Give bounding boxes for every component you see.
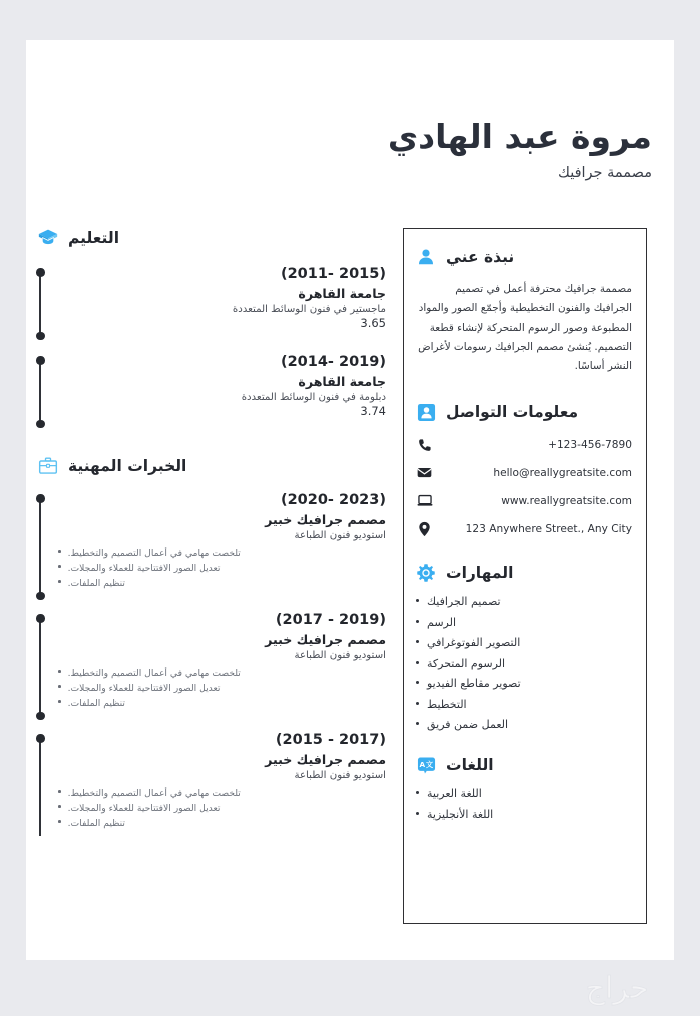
experience-bullet-text: تلخصت مهامي في أعمال التصميم والتخطيط. (67, 668, 241, 679)
education-entry (26, 266, 386, 342)
bullet-dot-icon (416, 599, 419, 602)
location-pin-icon (416, 520, 433, 537)
education-gpa: 3.65 (360, 316, 386, 330)
contact-email-value: hello@reallygreatsite.com (493, 466, 632, 479)
briefcase-icon (38, 456, 58, 476)
mail-icon (416, 464, 433, 481)
bullet-dot-icon (58, 550, 61, 553)
bullet-dot-icon (58, 820, 61, 823)
person-icon (416, 247, 436, 267)
timeline-dot-bottom (36, 592, 45, 601)
list-item (58, 563, 386, 574)
candidate-name: مروة عبد الهادي (387, 117, 652, 156)
experience-role: مصمم جرافيك خبير (265, 512, 386, 527)
education-gpa: 3.74 (360, 404, 386, 418)
skills-section (416, 563, 632, 731)
experience-bullet-text: تعديل الصور الافتتاحية للعملاء والمجلات. (67, 803, 221, 814)
contact-card-icon (416, 402, 436, 422)
list-item (416, 698, 632, 711)
contact-list (416, 436, 632, 537)
contact-email-row[interactable] (416, 464, 632, 481)
bullet-dot-icon (416, 640, 419, 643)
education-subtitle: ماجستير في فنون الوسائط المتعددة (232, 304, 386, 315)
education-section-title: التعليم (68, 229, 120, 247)
gear-icon (416, 563, 436, 583)
watermark-text: حراج (585, 971, 649, 1006)
graduation-cap-icon (38, 228, 58, 248)
list-item (58, 668, 386, 679)
languages-section-header (416, 755, 632, 775)
education-organization: جامعة القاهرة (298, 286, 386, 301)
about-section (416, 247, 632, 376)
list-item (416, 787, 632, 800)
contact-section-title: معلومات التواصل (446, 403, 579, 422)
experience-bullet-text: تعديل الصور الافتتاحية للعملاء والمجلات. (67, 683, 221, 694)
timeline-rail (26, 732, 52, 842)
bullet-dot-icon (416, 681, 419, 684)
contact-section (416, 402, 632, 537)
skill-text: التصوير الفوتوغرافي (427, 636, 521, 650)
about-text: مصممة جرافيك محترفة أعمل في تصميم الجرافيك والفنون التخطيطية وأجمّع الصور والمواد المطبوعة وصور الرسوم المتحركة لإنشاء قطعة التصميم. يُنشئ مصمم الجرافيك رسومات لأغراض النشر أساسًا. (418, 283, 632, 372)
language-text: اللغة العربية (427, 787, 482, 801)
list-item (416, 595, 632, 608)
skill-text: الرسم (427, 615, 457, 629)
watermark (552, 962, 682, 1010)
skill-text: تصميم الجرافيك (427, 595, 501, 609)
experience-years: (2020- 2023) (280, 492, 386, 508)
about-section-header (416, 247, 632, 267)
bullet-dot-icon (416, 791, 419, 794)
experience-entry (26, 612, 386, 722)
skill-text: الرسوم المتحركة (427, 656, 506, 670)
timeline-dot-bottom (36, 712, 45, 721)
bullet-dot-icon (58, 805, 61, 808)
bullet-dot-icon (58, 670, 61, 673)
experience-bullet-text: تعديل الصور الافتتاحية للعملاء والمجلات. (67, 563, 221, 574)
list-item (58, 803, 386, 814)
bullet-dot-icon (416, 722, 419, 725)
languages-section (416, 755, 632, 821)
bullet-dot-icon (58, 565, 61, 568)
experience-entry (26, 492, 386, 602)
timeline-line (39, 618, 41, 716)
timeline-rail (26, 492, 52, 602)
experience-role: مصمم جرافيك خبير (265, 752, 386, 767)
education-entry (26, 354, 386, 430)
experience-bullet-list (58, 668, 386, 709)
experience-organization: استوديو فنون الطباعة (294, 770, 386, 781)
bullet-dot-icon (58, 700, 61, 703)
left-column (26, 228, 386, 842)
bullet-dot-icon (58, 790, 61, 793)
education-years: (2014- 2019) (280, 354, 386, 370)
contact-phone-row[interactable] (416, 436, 632, 453)
bullet-dot-icon (416, 702, 419, 705)
experience-section-header (38, 456, 386, 476)
timeline-rail (26, 354, 52, 430)
experience-organization: استوديو فنون الطباعة (294, 530, 386, 541)
experience-entry (26, 732, 386, 842)
translate-icon (416, 755, 436, 775)
list-item (416, 657, 632, 670)
experience-organization: استوديو فنون الطباعة (294, 650, 386, 661)
experience-section-title: الخبرات المهنية (68, 457, 187, 475)
timeline-line (39, 738, 41, 836)
skills-list (416, 595, 632, 731)
experience-years: (2017 - 2019) (275, 612, 386, 628)
skill-text: تصوير مقاطع الفيديو (427, 677, 521, 691)
laptop-icon (416, 492, 433, 509)
timeline-line (39, 360, 41, 424)
list-item (416, 718, 632, 731)
timeline-dot-top (36, 494, 45, 503)
svg-text:A: A (419, 759, 425, 769)
languages-list (416, 787, 632, 821)
experience-bullet-list (58, 788, 386, 829)
contact-website-value: www.reallygreatsite.com (501, 494, 632, 507)
experience-role: مصمم جرافيك خبير (265, 632, 386, 647)
languages-section-title: اللغات (446, 756, 494, 775)
bullet-dot-icon (58, 580, 61, 583)
bullet-dot-icon (416, 812, 419, 815)
resume-header (182, 118, 652, 181)
timeline-rail (26, 612, 52, 722)
timeline-dot-top (36, 734, 45, 743)
contact-website-row[interactable] (416, 492, 632, 509)
timeline-dot-top (36, 356, 45, 365)
bullet-dot-icon (416, 620, 419, 623)
timeline-line (39, 272, 41, 336)
education-years: (2011- 2015) (280, 266, 386, 282)
list-item (416, 636, 632, 649)
list-item (416, 808, 632, 821)
experience-bullet-text: تنظيم الملفات. (67, 818, 125, 829)
list-item (58, 548, 386, 559)
skill-text: العمل ضمن فريق (427, 718, 509, 732)
experience-bullet-text: تلخصت مهامي في أعمال التصميم والتخطيط. (67, 548, 241, 559)
list-item (58, 698, 386, 709)
timeline-dot-top (36, 614, 45, 623)
experience-bullet-text: تنظيم الملفات. (67, 698, 125, 709)
bullet-dot-icon (416, 661, 419, 664)
experience-years: (2015 - 2017) (275, 732, 386, 748)
education-organization: جامعة القاهرة (298, 374, 386, 389)
education-section-header (38, 228, 386, 248)
list-item (58, 683, 386, 694)
experience-bullet-text: تنظيم الملفات. (67, 578, 125, 589)
contact-section-header (416, 402, 632, 422)
resume-card (26, 40, 674, 960)
bullet-dot-icon (58, 685, 61, 688)
timeline-dot-bottom (36, 420, 45, 429)
experience-bullet-text: تلخصت مهامي في أعمال التصميم والتخطيط. (67, 788, 241, 799)
list-item (416, 677, 632, 690)
language-text: اللغة الأنجليزية (427, 807, 494, 821)
list-item (58, 818, 386, 829)
list-item (58, 578, 386, 589)
experience-bullet-list (58, 548, 386, 589)
contact-address-row[interactable] (416, 520, 632, 537)
timeline-rail (26, 266, 52, 342)
contact-phone-value: +123-456-7890 (548, 438, 632, 451)
side-panel (403, 228, 647, 924)
svg-text:文: 文 (425, 759, 433, 769)
skill-text: التخطيط (427, 697, 467, 711)
candidate-job-title: مصممة جرافيك (557, 164, 652, 181)
timeline-dot-bottom (36, 332, 45, 341)
about-section-title: نبذة عني (446, 248, 515, 266)
skills-section-title: المهارات (446, 564, 514, 583)
list-item (416, 616, 632, 629)
phone-icon (416, 436, 433, 453)
timeline-dot-top (36, 268, 45, 277)
education-subtitle: دبلومة في فنون الوسائط المتعددة (241, 392, 386, 403)
timeline-line (39, 498, 41, 596)
contact-address-value: 123 Anywhere Street., Any City (465, 522, 632, 535)
list-item (58, 788, 386, 799)
skills-section-header (416, 563, 632, 583)
